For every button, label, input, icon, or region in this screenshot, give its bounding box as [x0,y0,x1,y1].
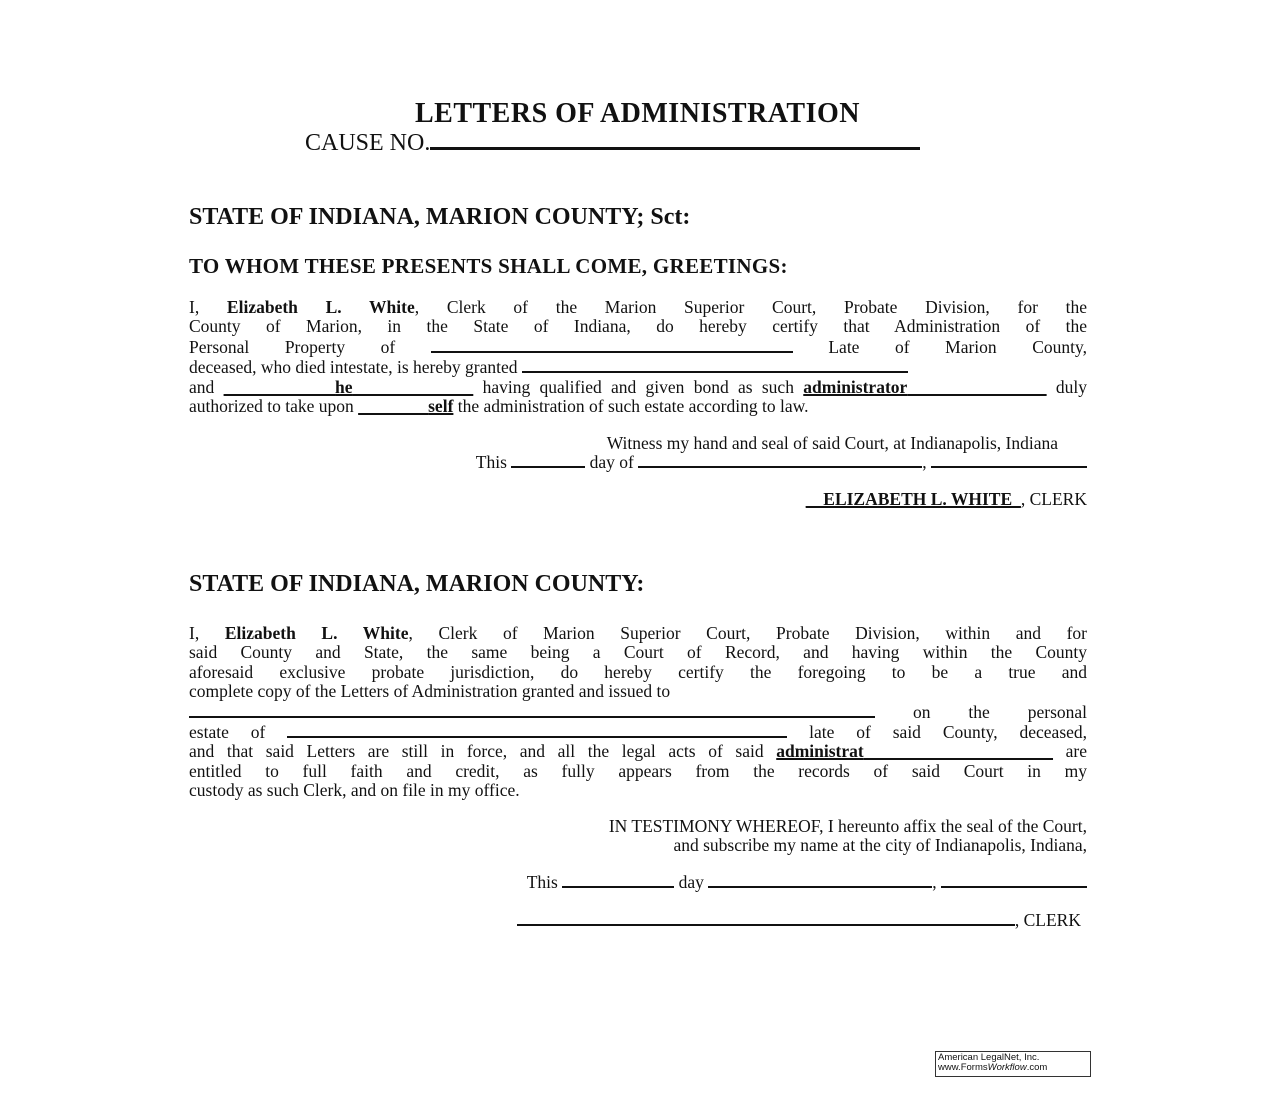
pronoun-field: he [335,376,353,397]
date-line-2: This day , [527,872,1087,893]
para1-line: Personal Property of Late of Marion County, [189,336,1087,357]
document-title: LETTERS OF ADMINISTRATION [414,98,861,129]
role-field: administrat [776,741,864,762]
self-field: self [428,396,454,417]
para2-line: estate of late of said County, deceased, [189,722,1088,743]
para2-line: and that said Letters are still in force, and all the legal acts of said administrat are [189,741,1088,762]
para1-line: deceased, who died intestate, is hereby granted [189,357,1087,377]
decedent-name-blank [431,337,793,353]
day-blank [511,452,585,468]
section2-heading: STATE OF INDIANA, MARION COUNTY: [189,571,645,597]
para2-line: aforesaid exclusive probate jurisdiction, do hereby certify the foregoing to be a true and [189,661,1087,682]
greeting-heading: TO WHOM THESE PRESENTS SHALL COME, GREETINGS: [189,254,788,278]
logo-line-1: American LegalNet, Inc. [938,1052,1040,1063]
cause-number-label: CAUSE NO. [305,130,431,156]
para2-line: on the personal [189,702,1087,722]
clerk-signature-line-2: , CLERK [517,910,1081,931]
para2-line: complete copy of the Letters of Administration granted and issued to [189,681,671,702]
clerk-name: Elizabeth L. White [224,623,409,643]
para1-line: and he having qualified and given bond as such administrator duly [189,376,1088,397]
role-field: administrator [803,376,908,397]
para1-line: authorized to take upon self the administration of such estate according to law. [189,396,809,417]
clerk-signature-blank [517,910,1015,926]
witness-line: Witness my hand and seal of said Court, at Indianapolis, Indiana [606,433,1058,453]
logo-line-2: www.FormsWorkflow.com [938,1062,1048,1073]
para2-line: I, Elizabeth L. White, Clerk of Marion Superior Court, Probate Division, within and for [189,623,1088,643]
cause-number-line [305,127,920,157]
year-blank [941,872,1087,888]
month-blank [638,452,922,468]
section1-heading: STATE OF INDIANA, MARION COUNTY; Sct: [189,204,691,230]
para2-line: said County and State, the same being a Court of Record, and having within the County [189,642,1087,663]
american-legalnet-logo [935,1051,1091,1077]
para2-line: entitled to full faith and credit, as fully appears from the records of said Court in my [189,760,1087,781]
para1-line: I, Elizabeth L. White, Clerk of the Marion Superior Court, Probate Division, for the [189,297,1087,317]
cause-number-blank [430,127,920,150]
date-line-1: This day of , [476,452,1087,473]
para1-line: County of Marion, in the State of Indiana, do hereby certify that Administration of the [189,316,1087,337]
grantee-name-blank [189,702,875,718]
para2-line: custody as such Clerk, and on file in my office. [189,780,520,801]
administrator-name-blank [522,357,908,373]
year-blank [931,452,1087,468]
testimony-line-2: and subscribe my name at the city of Indianapolis, Indiana, [673,835,1087,855]
month-blank [708,872,932,888]
estate-name-blank [287,722,787,738]
testimony-line-1: IN TESTIMONY WHEREOF, I hereunto affix the seal of the Court, [608,816,1087,836]
clerk-name: Elizabeth L. White [226,297,415,317]
clerk-signature: __ELIZABETH L. WHITE_ [805,489,1021,509]
clerk-signature-line: __ELIZABETH L. WHITE_, CLERK [805,489,1087,509]
day-blank [562,872,674,888]
section1-paragraph [189,298,1087,416]
section2-paragraph [189,624,1087,801]
